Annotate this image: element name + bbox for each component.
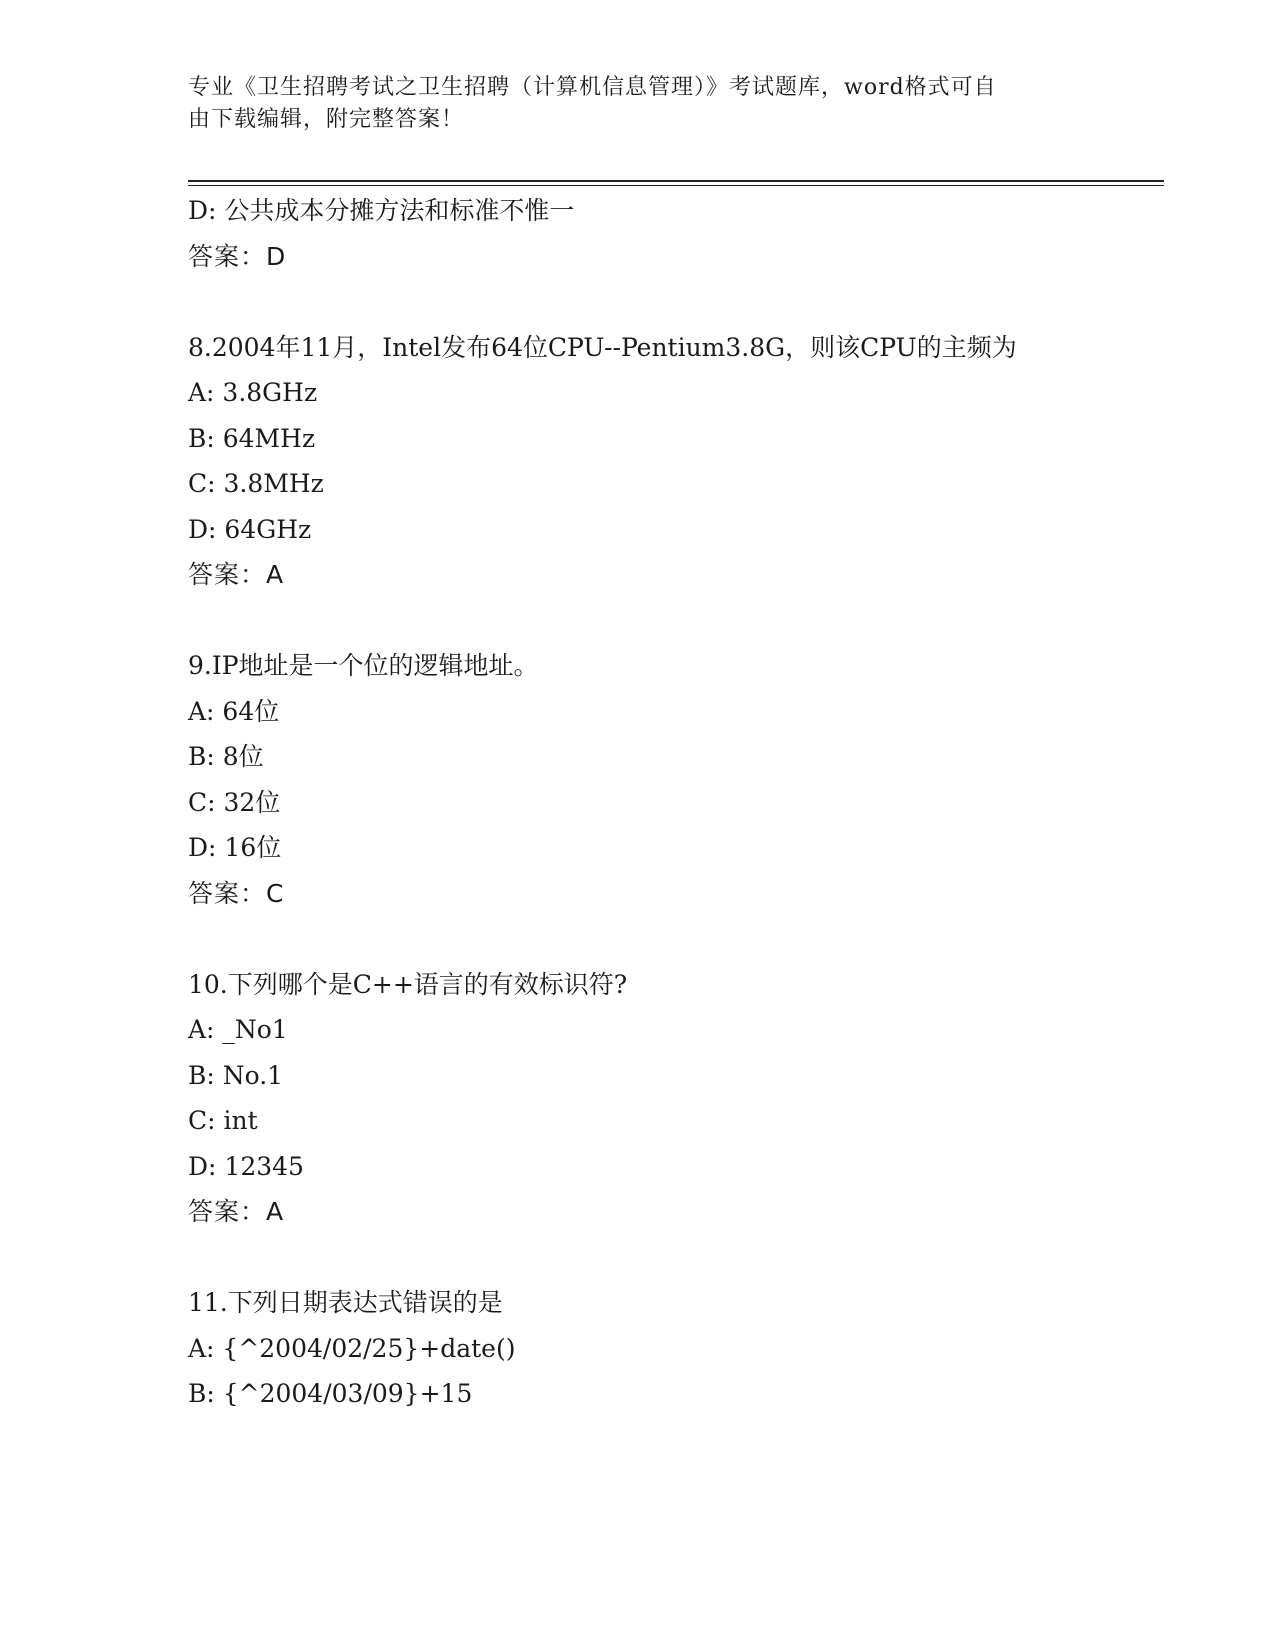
option-line: D: 16位 [188,833,282,862]
option-line: D: 64GHz [188,514,312,544]
option-line: B: No.1 [188,1060,284,1090]
answer-line: 答案：D [188,241,287,271]
spacer [188,916,1088,962]
answer-line: 答案：A [188,1197,285,1226]
question-text: 10.下列哪个是C++语言的有效标识符? [188,969,628,999]
option-line: D: 公共成本分摊方法和标准不惟一 [188,196,575,225]
option-line: D: 12345 [188,1151,304,1181]
option-line: A: {^2004/02/25}+date() [188,1333,516,1363]
header-line-1: 专业《卫生招聘考试之卫生招聘（计算机信息管理）》考试题库，word格式可自 [188,75,997,100]
spacer [188,1235,1088,1281]
question-list [188,188,1088,1417]
header-divider-bottom [188,185,1164,186]
spacer [188,598,1088,644]
answer-line: 答案：A [188,560,285,589]
option-line: A: 3.8GHz [188,378,318,407]
answer-line: 答案：C [188,878,285,908]
option-line: B: 64MHz [188,423,316,453]
option-line: A: 64位 [188,696,280,726]
option-line: C: int [188,1106,258,1135]
option-line: C: 3.8MHz [188,469,324,498]
option-line: C: 32位 [188,787,281,817]
spacer [188,279,1088,325]
question-text: 9.IP地址是一个位的逻辑地址。 [188,651,539,680]
option-line: B: 8位 [188,742,264,771]
header-divider-top [188,180,1164,182]
option-line: A: _No1 [188,1015,288,1044]
question-text: 11.下列日期表达式错误的是 [188,1288,503,1317]
question-text: 8.2004年11月，Intel发布64位CPU--Pentium3.8G，则该CPU的主频为 [188,332,1017,362]
header-line-2: 由下载编辑，附完整答案！ [188,107,465,132]
document-header [188,72,1068,136]
option-line: B: {^2004/03/09}+15 [188,1379,473,1408]
